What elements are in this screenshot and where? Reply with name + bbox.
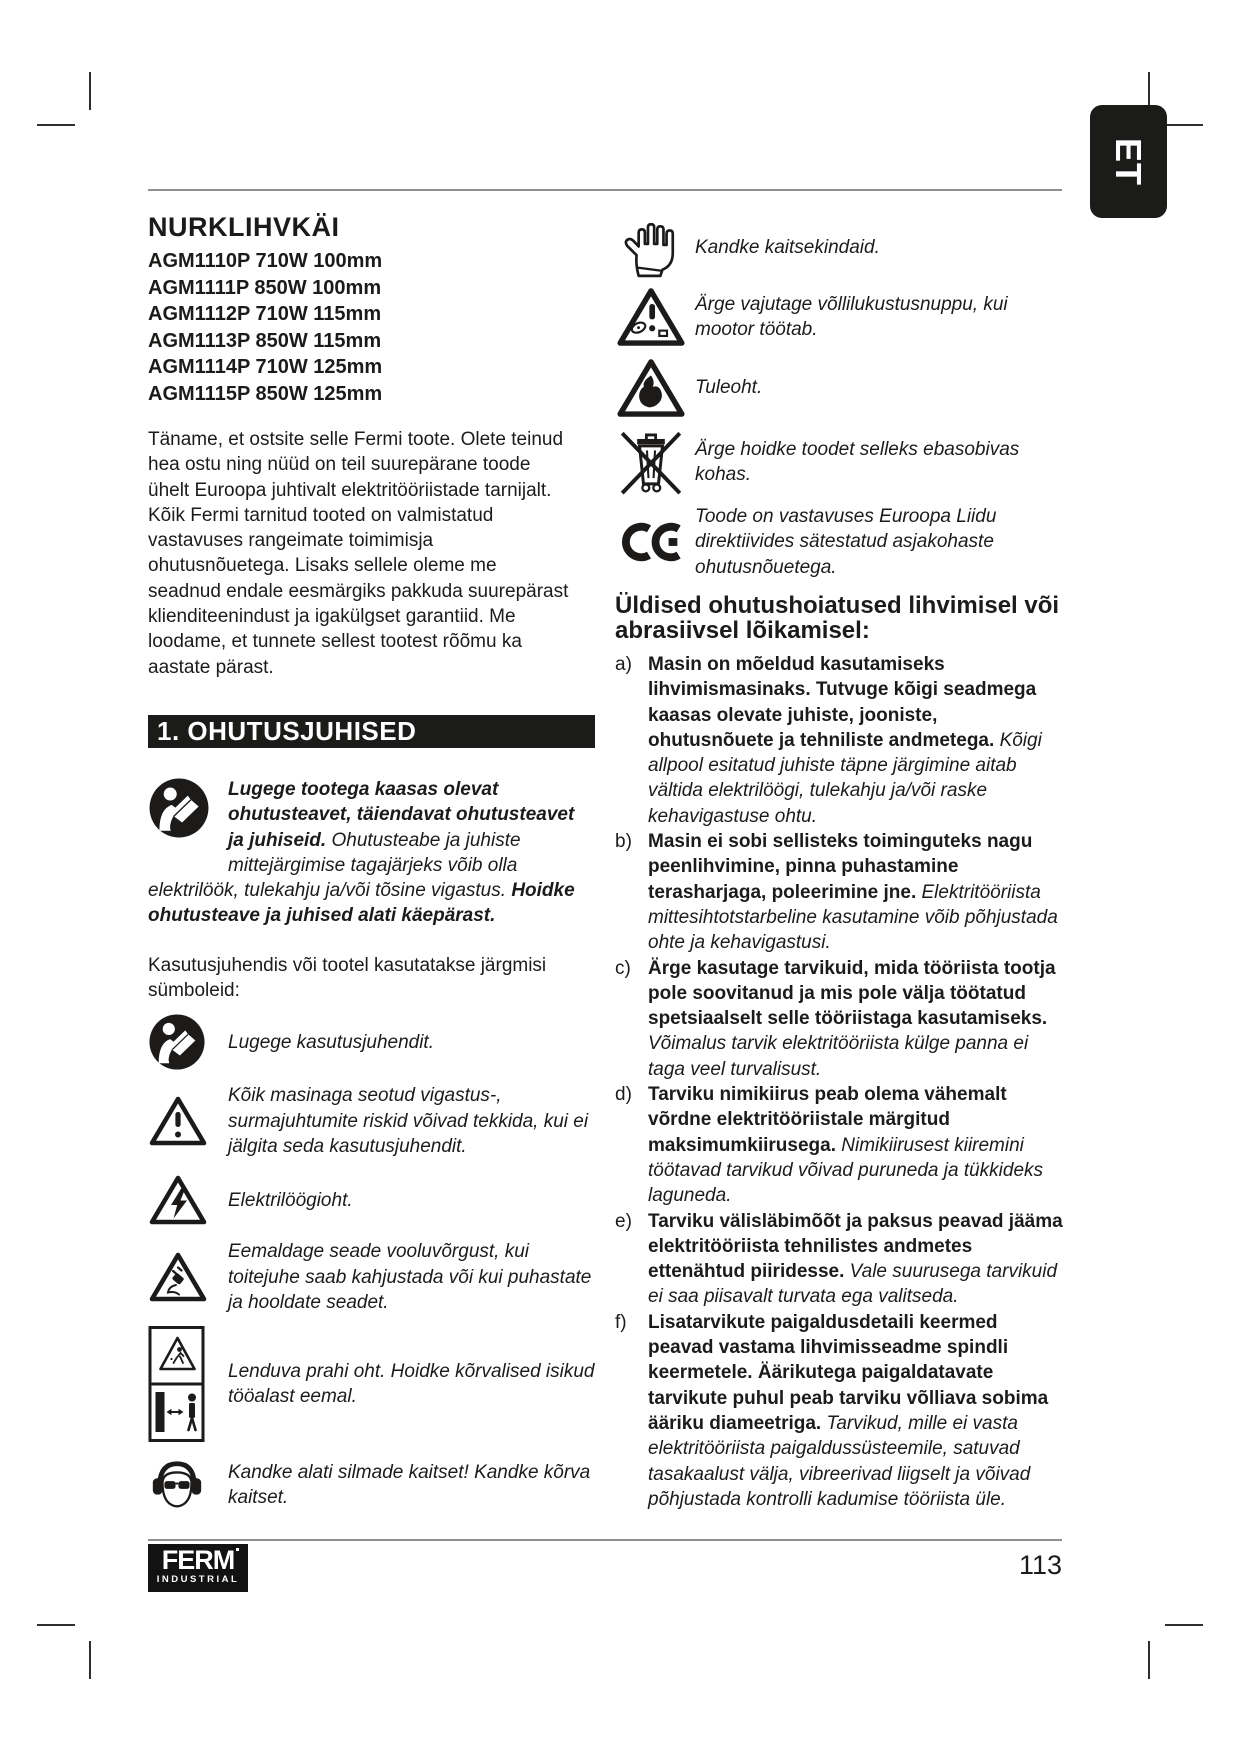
item-marker: d) (615, 1084, 632, 1106)
symbol-caption: Toode on vastavuses Euroopa Liidu direktiivides sätestatud asjakohaste ohutusnõuetega. (695, 506, 997, 578)
read-manual-icon (148, 777, 228, 853)
fire-hazard-icon (615, 356, 695, 420)
language-tab-label: ET (1108, 137, 1150, 186)
model-line: AGM1113P 850W 115mm (148, 329, 382, 352)
symbol-item (148, 1081, 595, 1161)
read-manual-icon (148, 1013, 228, 1071)
crop-mark (1165, 124, 1203, 126)
crop-mark (89, 72, 91, 110)
symbol-caption: Tuleoht. (695, 377, 763, 399)
symbol-item (615, 284, 1065, 350)
ce-mark-icon (615, 520, 695, 564)
model-line: AGM1115P 850W 125mm (148, 382, 383, 405)
crossed-out-bin-icon (615, 424, 695, 500)
top-rule (148, 189, 1062, 191)
safety-note-bold-2: Hoidke ohutusteave ja juhised alati käepärast. (148, 880, 575, 927)
symbols-intro: Kasutusjuhendis või tootel kasutatakse järgmisi sümboleid: (148, 954, 547, 1002)
crop-mark (1148, 1641, 1150, 1679)
crop-mark (37, 124, 75, 126)
safety-note (148, 777, 595, 929)
crop-mark (89, 1641, 91, 1679)
item-italic-text: Tarvikud, mille ei vasta elektritööriista paigaldussüsteemile, satuvad tasakaalust välja, vibreerivad liigselt ja võivad põhjustada kontrolli kadumise tööriista üle. (648, 1412, 1031, 1510)
symbol-caption: Kõik masinaga seotud vigastus-, surmajuhtumite riskid võivad tekkida, kui ei jälgita seda kasutusjuhendit. (228, 1085, 589, 1157)
model-list (148, 248, 595, 407)
warnings-list (615, 652, 1065, 1512)
item-bold-text: Lisatarvikute paigaldusdetaili keermed peavad vastama lihvimisseadme spindli keermetele. Äärikutega paigaldatavate tarvikute puhul peab tarviku võlliava sobima ääriku diameetriga. (648, 1311, 1049, 1434)
general-warning-icon (148, 1094, 228, 1148)
protective-gloves-icon (615, 217, 695, 279)
model-line: AGM1112P 710W 115mm (148, 303, 382, 325)
item-bold-text: Masin ei sobi sellisteks toiminguteks nagu peenlihvimine, pinna puhastamine terasharjaga, poleerimine jne. (648, 831, 1033, 903)
item-bold-text: Ärge kasutage tarvikuid, mida tööriista tootja pole soovitanud ja mis pole välja töötatud spetsiaalselt selle tööriistaga kasutamiseks. (648, 957, 1056, 1030)
item-bold-text: Tarviku nimikiirus peab olema vähemalt võrdne elektritööriistale märgitud maksimumkiirusega. (648, 1084, 1007, 1156)
item-marker: c) (615, 957, 631, 979)
warning-item (615, 1082, 1065, 1208)
spindle-lock-warning-icon (615, 285, 695, 349)
item-bold-text: Masin on mõeldud kasutamiseks lihvimismasinaks. Tutvuge kõigi seadmega kaasas olevate juhiste, jooniste, ohutusnõuete ja tehniliste andmetega. (648, 654, 1037, 751)
item-marker: b) (615, 831, 632, 853)
symbol-item (148, 1325, 595, 1443)
electric-shock-icon (148, 1173, 228, 1227)
symbol-caption: Elektrilöögioht. (228, 1189, 353, 1211)
item-marker: e) (615, 1210, 632, 1232)
model-line: AGM1111P 850W 100mm (148, 276, 382, 299)
symbol-caption: Kandke alati silmade kaitset! Kandke kõrva kaitset. (228, 1462, 591, 1509)
symbol-item (615, 504, 1065, 580)
flying-debris-icon (148, 1326, 228, 1442)
unplug-icon (148, 1250, 228, 1304)
language-tab (1090, 105, 1167, 218)
warning-item (615, 1209, 1065, 1310)
item-italic-text: Võimalus tarvik elektritööriista külge panna ei taga veel turvalisust. (648, 1033, 1029, 1080)
symbol-item (615, 356, 1065, 420)
item-italic-text: Kõigi allpool esitatud juhiste täpne järgimine aitab vältida elektrilöögi, tulekahju ja/või raske kehavigastuse ohtu. (648, 729, 1042, 827)
section-heading: 1. OHUTUSJUHISED (148, 715, 595, 748)
bottom-rule (148, 1539, 1062, 1541)
model-line: AGM1110P 710W 100mm (148, 250, 383, 272)
safety-note-bold-1: Lugege tootega kaasas olevat ohutusteavet, täiendavat ohutusteavet ja juhiseid. (228, 778, 575, 851)
symbol-caption: Ärge hoidke toodet selleks ebasobivas kohas. (695, 438, 1020, 485)
item-italic-text: Nimikiirusest kiiremini töötavad tarvikud võivad puruneda ja tükkideks laguneda. (648, 1134, 1044, 1207)
page-number: 113 (1018, 1550, 1062, 1580)
symbol-item (148, 1169, 595, 1231)
brand-logo (148, 1544, 248, 1592)
crop-mark (37, 1624, 75, 1626)
safety-note-italic: Ohutusteabe ja juhiste mittejärgimise tagajärjeks võib olla elektrilöök, tulekahju ja/või tõsine vigastus. (148, 829, 521, 902)
warning-item (615, 652, 1065, 829)
symbol-caption: Lenduva prahi oht. Hoidke kõrvalised isikud tööalast eemal. (228, 1361, 595, 1408)
model-line: AGM1114P 710W 125mm (148, 356, 383, 378)
symbol-item (148, 1237, 595, 1317)
item-marker: f) (615, 1311, 627, 1333)
warning-item (615, 1310, 1065, 1512)
symbol-caption: Eemaldage seade vooluvõrgust, kui toitejuhe saab kahjustada või kui puhastate ja hooldate seadet. (228, 1241, 592, 1313)
right-column (615, 216, 1065, 1512)
symbol-caption: Lugege kasutusjuhendit. (228, 1031, 434, 1053)
warning-item (615, 956, 1065, 1082)
item-italic-text: Vale suurusega tarvikuid ei saa piisavalt turvata ega valitseda. (648, 1261, 1058, 1308)
crop-mark (1165, 1624, 1203, 1626)
eye-ear-protection-icon (148, 1454, 228, 1516)
item-bold-text: Tarviku välisläbimõõt ja paksus peavad jääma elektritööriista tehnilistes andmetes ettenähtud piiridesse. (648, 1210, 1063, 1283)
symbol-item (615, 424, 1065, 500)
warning-item (615, 829, 1065, 955)
symbol-item (148, 1011, 595, 1073)
symbol-caption: Ärge vajutage võllilukustusnuppu, kui mootor töötab. (695, 293, 1008, 340)
symbol-item (148, 1453, 595, 1517)
symbol-caption: Kandke kaitsekindaid. (695, 237, 880, 259)
intro-paragraph: Täname, et ostsite selle Fermi toote. Olete teinud hea ostu ning nüüd on teil suurepärane toode ühelt Euroopa juhtivalt elektritööriistade tarnijalt. Kõik Fermi tarnitud tooted on valmistatud vastavuses rangeimate toimimisja ohutusnõuetega. Lisaks sellele oleme me seadnud endale eesmärgiks pakkuda suurepärast klienditeenindust ja igakülgset garantiid. Me loodame, et tunnete sellest tootest rõõmu ka aastate pärast. (148, 429, 569, 678)
item-marker: a) (615, 654, 632, 675)
left-column (148, 212, 595, 1517)
symbol-item (615, 216, 1065, 280)
brand-logo-subtext: INDUSTRIAL (156, 1574, 240, 1585)
page-title: NURKLIHVKÄI (148, 212, 340, 242)
warnings-heading: Üldised ohutushoiatused lihvimisel või abrasiivsel lõikamisel: (615, 592, 1060, 644)
brand-logo-text: FERM (161, 1545, 235, 1575)
item-italic-text: Elektritööriista mittesihtotstarbeline kasutamine võib põhjustada ohte ja kehavigastusi. (648, 881, 1058, 954)
